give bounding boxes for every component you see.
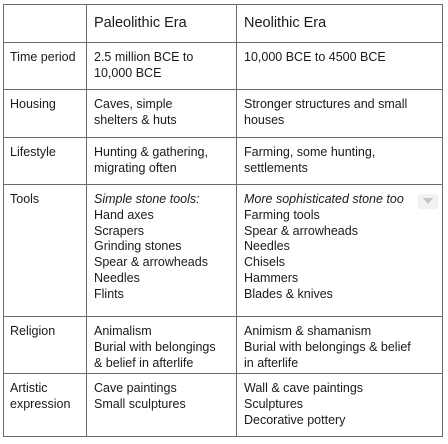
cell-line: Hunting & gathering, [94,145,208,159]
cell-line: Needles [94,270,140,285]
cell-line: Burial with belongings & belief [244,339,411,354]
cell-line: Flints [94,286,124,301]
cell-line: Caves, simple [94,97,173,111]
cell-line: Wall & cave paintings [244,381,364,395]
cell-line: Spear & arrowheads [94,255,208,270]
row-divider [3,373,443,374]
row-divider [3,184,443,185]
table-border-top [3,4,443,5]
cell-line: Needles [244,239,290,254]
cell-line: Stronger structures and small [244,97,408,111]
header-neolithic: Neolithic Era [244,15,327,31]
cell-line: Simple stone tools: [94,192,200,206]
cell-line: Grinding stones [94,239,182,254]
cell-line: Scrapers [94,223,145,238]
cell-line: More sophisticated stone too [244,192,404,206]
cell-paleolithic-lifestyle [94,145,239,177]
cell-line: Decorative pottery [244,412,346,427]
cell-paleolithic-tools [94,192,239,303]
cell-paleolithic-time-period [94,50,239,82]
cell-line: Animism & shamanism [244,324,372,338]
cell-line: Hammers [244,270,299,285]
cell-paleolithic-artistic-expression [94,381,239,413]
cell-menu-button[interactable] [418,194,438,209]
cell-line: in afterlife [244,355,299,370]
cell-line: Blades & knives [244,286,333,301]
cell-line: Farming, some hunting, [244,145,376,159]
header-paleolithic: Paleolithic Era [94,15,187,31]
cell-line: Spear & arrowheads [244,223,358,238]
cell-line: Sculptures [244,396,304,411]
row-divider [3,316,443,317]
cell-neolithic-housing [244,97,422,129]
cell-line: Hand axes [94,207,154,222]
cell-neolithic-lifestyle [244,145,422,177]
cell-paleolithic-religion [94,324,239,371]
row-label-time-period: Time period [10,50,76,64]
cell-line: 2.5 million BCE to [94,50,194,64]
cell-line: Small sculptures [94,396,186,411]
cell-neolithic-religion [244,324,422,371]
cell-line: Chisels [244,255,285,270]
cell-line: shelters & huts [94,112,177,127]
row-divider [3,137,443,138]
row-divider [3,89,443,90]
cell-line: migrating often [94,160,177,175]
cell-line: 10,000 BCE [94,65,162,80]
table-border-bottom [3,436,443,437]
cell-neolithic-artistic-expression [244,381,422,428]
cell-line: Burial with belongings [94,339,216,354]
cell-line: houses [244,112,285,127]
row-label-artistic-expression: Artistic expression [10,381,71,411]
comparison-table [3,4,443,437]
row-label-housing: Housing [10,97,56,111]
cell-line: Animalism [94,324,152,338]
row-label-lifestyle: Lifestyle [10,145,56,159]
row-label-religion: Religion [10,324,56,338]
cell-line: Farming tools [244,207,320,222]
cell-line: Cave paintings [94,381,177,395]
row-label-tools: Tools [10,192,40,206]
cell-line: 10,000 BCE to 4500 BCE [244,50,386,64]
cell-line: settlements [244,160,308,175]
chevron-down-icon [423,198,433,204]
cell-neolithic-tools [244,192,422,303]
cell-line: & belief in afterlife [94,355,194,370]
cell-neolithic-time-period [244,50,422,66]
cell-paleolithic-housing [94,97,239,129]
row-divider [3,42,443,43]
